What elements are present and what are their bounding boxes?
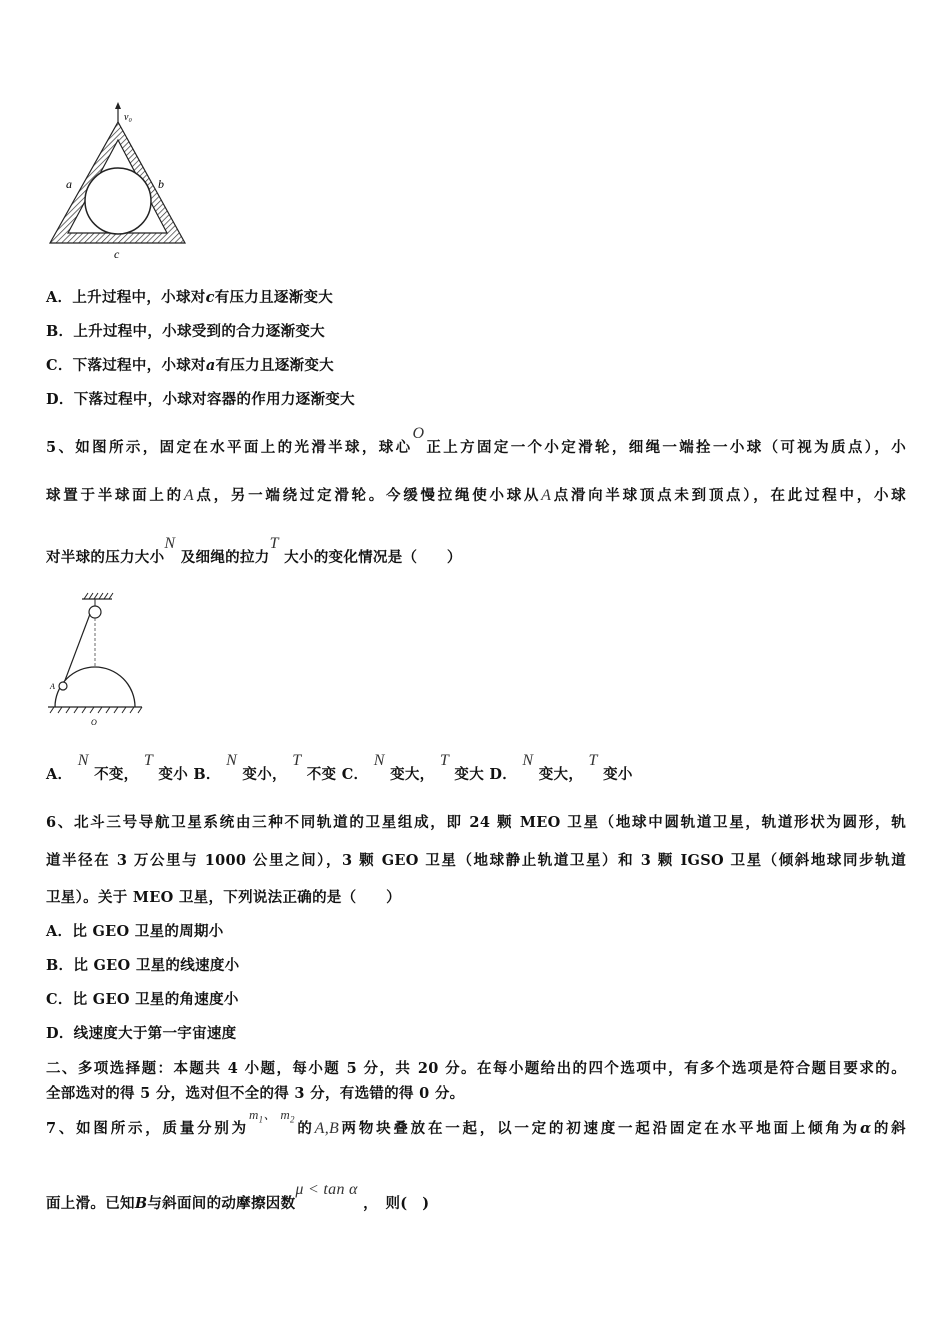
q4-option-b: B．上升过程中，小球受到的合力逐渐变大: [46, 323, 325, 340]
small-ball: [59, 682, 67, 690]
q5-line-2: 球置于半球面上的A点，另一端绕过定滑轮。今缓慢拉绳使小球从A点滑向半球顶点未到顶点），在此过程中，小球: [46, 487, 906, 504]
q4-option-a: A．上升过程中，小球对c有压力且逐渐变大: [46, 289, 334, 306]
q7-line-2: 面上滑。已知B与斜面间的动摩擦因数μ < tan α ， 则( ): [46, 1181, 430, 1212]
pulley: [89, 606, 101, 618]
label-A: A: [50, 682, 55, 691]
q4-option-c: C．下落过程中，小球对a有压力且逐渐变大: [46, 357, 334, 374]
q6-line-1: 6、北斗三号导航卫星系统由三种不同轨道的卫星组成，即 24 颗 MEO 卫星（地球中圆轨道卫星，轨道形状为圆形，轨: [46, 814, 906, 831]
q6-option-c: C．比 GEO 卫星的角速度小: [46, 991, 239, 1008]
ball: [85, 168, 151, 234]
q4-option-d: D．下落过程中，小球对容器的作用力逐渐变大: [46, 391, 355, 408]
q6-option-b: B．比 GEO 卫星的线速度小: [46, 957, 240, 974]
label-v0: v₀: [124, 112, 132, 123]
q5-line-1: 5、如图所示，固定在水平面上的光滑半球，球心O正上方固定一个小定滑轮，细绳一端拴一小球（可视为质点），小: [46, 425, 906, 456]
q5-line-3: 对半球的压力大小N 及细绳的拉力T 大小的变化情况是（ ）: [46, 535, 462, 566]
section2-header-line-2: 全部选对的得 5 分，选对但不全的得 3 分，有选错的得 0 分。: [46, 1085, 465, 1102]
label-b: b: [158, 177, 164, 191]
q6-line-3: 卫星）。关于 MEO 卫星，下列说法正确的是（ ）: [46, 889, 401, 906]
label-a: a: [66, 177, 72, 191]
label-O: O: [91, 718, 97, 727]
q6-option-d: D．线速度大于第一宇宙速度: [46, 1025, 237, 1042]
q7-line-1: 7、如图所示，质量分别为$m_1$、 $m_2$的A,B两物块叠放在一起，以一定的初速度一起沿固定在水平地面上倾角为α的斜: [46, 1107, 906, 1137]
triangle-container-figure: [40, 100, 200, 265]
q6-option-a: A．比 GEO 卫星的周期小: [46, 923, 224, 940]
q6-line-2: 道半径在 3 万公里与 1000 公里之间），3 颗 GEO 卫星（地球静止轨道卫星）和 3 颗 IGSO 卫星（倾斜地球同步轨道: [46, 852, 906, 869]
section2-header-line-1: 二、多项选择题：本题共 4 小题，每小题 5 分，共 20 分。在每小题给出的四个选项中，有多个选项是符合题目要求的。: [46, 1060, 906, 1077]
hemisphere-pulley-figure: [40, 585, 150, 730]
label-c: c: [114, 247, 120, 261]
q5-options: A． N 不变， T 变小 B． N 变小， T 不变 C． N 变大， T 变大 D． N 变大， T 变小: [46, 752, 633, 783]
